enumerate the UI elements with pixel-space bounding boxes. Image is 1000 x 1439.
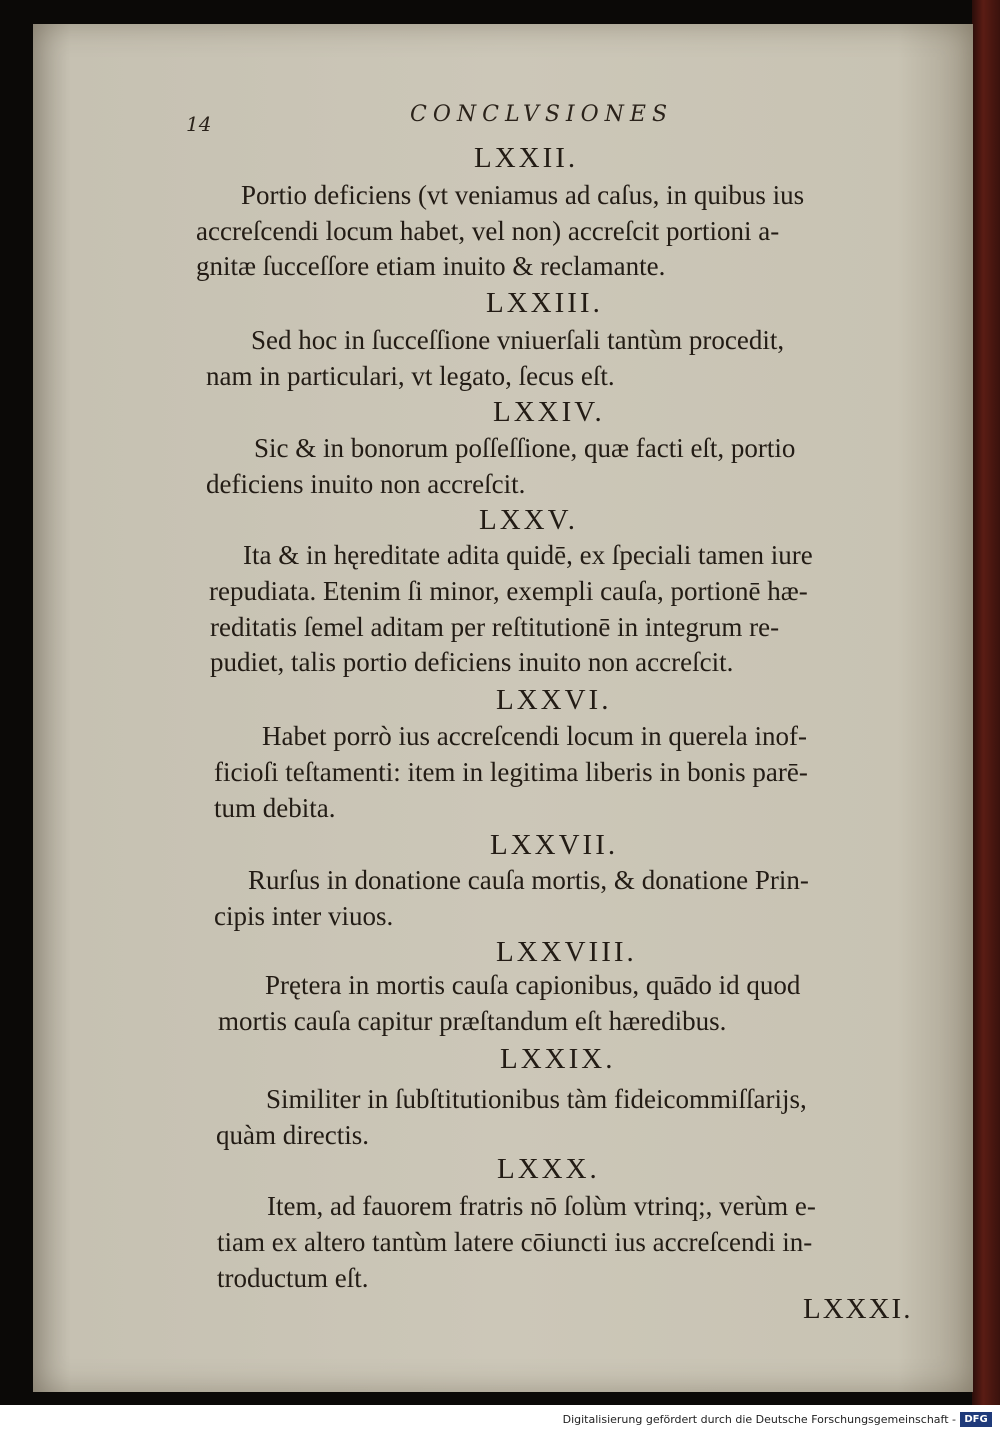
section-numeral: LXXII. [474, 142, 579, 174]
text-line: Sic & in bonorum poſſeſſione, quæ facti eſt, portio [254, 433, 796, 463]
text-line: nam in particulari, vt legato, ſecus eſt. [206, 361, 615, 391]
section-numeral: LXXIV. [493, 396, 605, 428]
running-head: CONCLVSIONES [410, 102, 674, 127]
text-line: Prętera in mortis cauſa capionibus, quādo id quod [265, 970, 801, 1000]
text-line: quàm directis. [216, 1120, 369, 1150]
section-numeral: LXXVI. [496, 684, 612, 716]
text-line: Sed hoc in ſucceſſione vniuerſali tantùm procedit, [251, 325, 785, 355]
section-numeral: LXXIX. [500, 1043, 616, 1075]
text-line: Ita & in hęreditate adita quidē, ex ſpeciali tamen iure [243, 540, 813, 570]
section-numeral: LXXV. [479, 504, 579, 536]
page-number: 14 [186, 112, 212, 136]
dfg-logo: DFG [960, 1412, 992, 1427]
book-spine [972, 0, 1000, 1405]
text-line: Portio deficiens (vt veniamus ad caſus, in quibus ius [241, 180, 805, 210]
text-line: pudiet, talis portio deficiens inuito non accreſcit. [210, 647, 734, 677]
section-numeral: LXXVIII. [496, 936, 637, 968]
text-line: Item, ad fauorem fratris nō ſolùm vtrinq;, verùm e- [267, 1191, 816, 1221]
text-line: tiam ex altero tantùm latere cōiuncti ius accreſcendi in- [217, 1227, 813, 1257]
text-line: mortis cauſa capitur præſtandum eſt hæredibus. [218, 1006, 727, 1036]
text-line: repudiata. Etenim ſi minor, exempli cauſa, portionē hæ- [209, 576, 808, 606]
text-line: accreſcendi locum habet, vel non) accreſcit portioni a- [196, 216, 780, 246]
text-line: Habet porrò ius accreſcendi locum in querela inof- [262, 721, 808, 751]
text-line: Rurſus in donatione cauſa mortis, & donatione Prin- [248, 865, 809, 895]
footer-text: Digitalisierung gefördert durch die Deutsche Forschungsgemeinschaft - [562, 1413, 956, 1426]
text-line: cipis inter viuos. [214, 901, 394, 931]
text-line: tum debita. [214, 793, 336, 823]
text-line: troductum eſt. [217, 1263, 369, 1293]
text-line: gnitæ ſucceſſore etiam inuito & reclamante. [196, 251, 666, 281]
section-numeral: LXXX. [497, 1153, 600, 1185]
text-line: ficioſi teſtamenti: item in legitima liberis in bonis parē- [214, 757, 808, 787]
catchword: LXXXI. [803, 1293, 913, 1325]
text-line: Similiter in ſubſtitutionibus tàm fideicommiſſarijs, [266, 1084, 807, 1114]
section-numeral: LXXIII. [486, 287, 603, 319]
text-line: deficiens inuito non accreſcit. [206, 469, 526, 499]
text-line: reditatis ſemel aditam per reſtitutionē in integrum re- [210, 612, 780, 642]
footer-bar [0, 1405, 1000, 1439]
section-numeral: LXXVII. [490, 829, 619, 861]
